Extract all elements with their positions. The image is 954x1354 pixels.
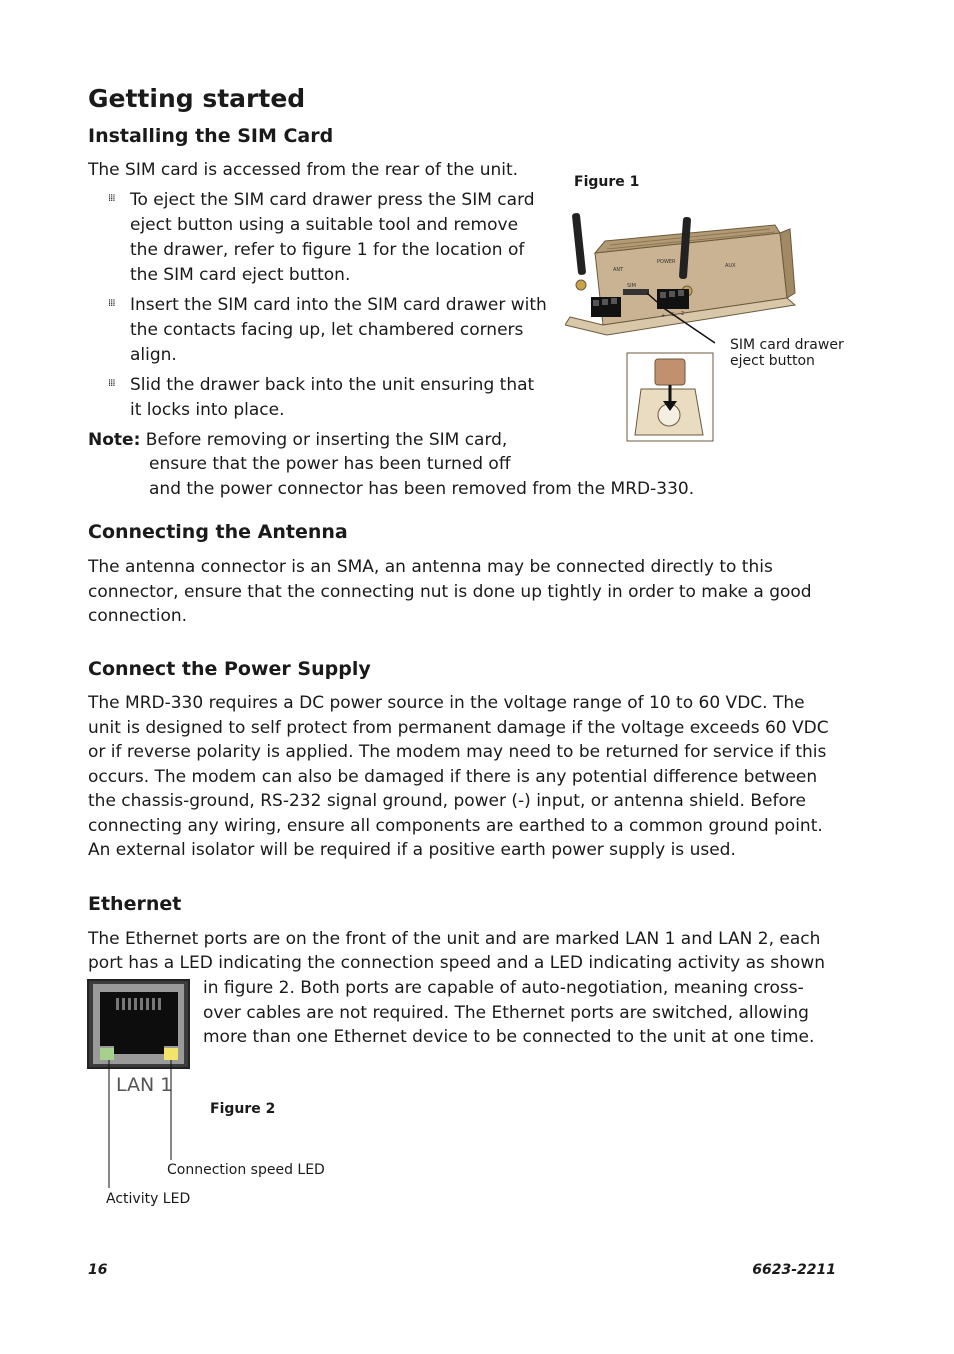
bullet-icon: ⁞⁞⁞ — [108, 378, 115, 389]
list-item — [108, 293, 548, 368]
figure-1-label: Figure 1 — [574, 174, 640, 190]
bullet-icon: ⁞⁞⁞ — [108, 298, 115, 309]
antenna-text: The antenna connector is an SMA, an antenna may be connected directly to this connector, ensure that the connecting nut is done up tightly in order to make a good connection. — [88, 557, 812, 626]
terminal-label-c: C — [671, 312, 675, 318]
note-label: Note: — [88, 430, 141, 450]
ethernet-text-line-2: port has a LED indicating the connection speed and a LED indicating activity as shown — [88, 953, 826, 973]
page-number: 16 — [88, 1262, 108, 1278]
device-label-power: POWER — [657, 259, 676, 265]
device-label-ant: ANT — [613, 267, 624, 273]
note-line-1: Before removing or inserting the SIM card, — [145, 430, 508, 450]
callout-line-1: SIM card drawer — [730, 337, 844, 353]
terminal-label-plus: + — [661, 313, 666, 319]
list-item — [108, 373, 548, 423]
activity-led-indicator — [100, 1048, 114, 1060]
ethernet-text-rest: in figure 2. Both ports are capable of auto-negotiation, meaning cross-over cables are not required. The Ethernet ports are switched, allowing more than one Ethernet device to be connected to the unit at one time. — [203, 978, 815, 1047]
antenna-heading: Connecting the Antenna — [88, 521, 348, 543]
lan-1-label: LAN 1 — [116, 1074, 173, 1096]
power-heading: Connect the Power Supply — [88, 658, 371, 680]
device-label-aux: AUX — [725, 263, 736, 269]
sim-step-3: Slid the drawer back into the unit ensuring that it locks into place. — [130, 375, 535, 420]
figure-1-callout — [730, 337, 844, 369]
note-line-2: ensure that the power has been turned off — [149, 454, 511, 474]
figure-2-label: Figure 2 — [210, 1101, 276, 1117]
speed-led-callout: Connection speed LED — [167, 1162, 325, 1178]
speed-led-indicator — [164, 1048, 178, 1060]
sim-step-2: Insert the SIM card into the SIM card drawer with the contacts facing up, let chambered corners align. — [130, 295, 547, 365]
page-title: Getting started — [88, 84, 306, 113]
sim-intro: The SIM card is accessed from the rear of the unit. — [88, 160, 519, 180]
activity-led-callout: Activity LED — [106, 1191, 191, 1207]
power-text: The MRD-330 requires a DC power source in the voltage range of 10 to 60 VDC. The unit is designed to self protect from permanent damage if the voltage exceeds 60 VDC or if reverse polarity is applied. The modem may need to be returned for service if this occurs. The modem can also be damaged if there is any potential difference between the chassis-ground, RS-232 signal ground, power (-) input, or antenna shield. Before connecting any wiring, ensure all components are earthed to a common ground point. An external isolator will be required if a positive earth power supply is used. — [88, 693, 829, 860]
bullet-icon: ⁞⁞⁞ — [108, 193, 115, 204]
figure-1-device-text — [565, 205, 845, 450]
callout-line-2: eject button — [730, 353, 815, 369]
note-line-3: and the power connector has been removed from the MRD-330. — [149, 479, 695, 499]
sim-step-1: To eject the SIM card drawer press the SIM card eject button using a suitable tool and remove the drawer, refer to figure 1 for the location of the SIM card eject button. — [130, 190, 535, 285]
sim-steps-list — [108, 188, 548, 428]
ethernet-text-line-1: The Ethernet ports are on the front of the unit and are marked LAN 1 and LAN 2, each — [88, 929, 821, 949]
note-block — [88, 428, 507, 453]
sim-heading: Installing the SIM Card — [88, 125, 334, 147]
list-item — [108, 188, 548, 288]
terminal-label-2: 2 — [681, 311, 685, 317]
document-number: 6623-2211 — [752, 1262, 836, 1278]
ethernet-heading: Ethernet — [88, 893, 182, 915]
device-label-sim: SIM — [627, 283, 636, 289]
